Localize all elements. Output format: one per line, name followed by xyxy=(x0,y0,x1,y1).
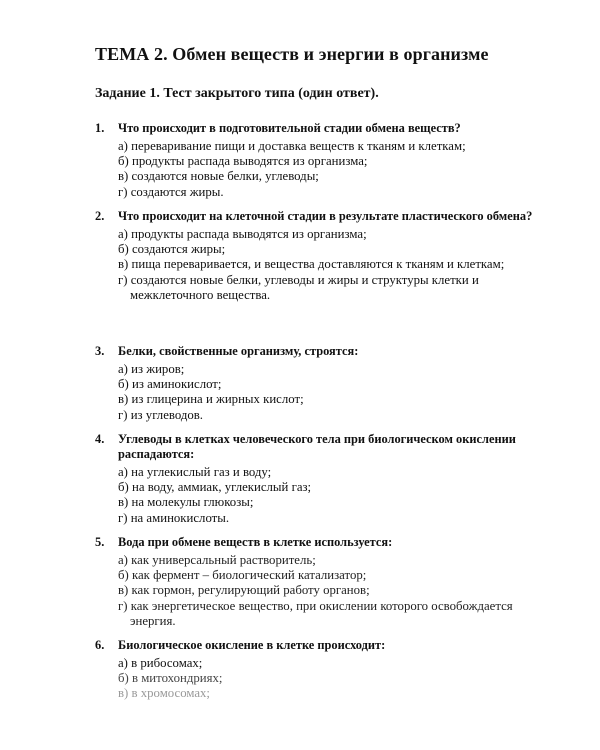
answer-options xyxy=(118,139,535,200)
task-heading: Задание 1. Тест закрытого типа (один ответ). xyxy=(95,86,379,101)
answer-options xyxy=(118,465,535,526)
question-number: 6. xyxy=(95,638,105,652)
answer-options xyxy=(118,362,535,423)
answer-option: в) пища переваривается, и вещества доставляются к тканям и клеткам; xyxy=(118,257,505,272)
answer-option: а) в рибосомах; xyxy=(118,656,203,670)
answer-option: а) на углекислый газ и воду; xyxy=(118,465,272,479)
question-header xyxy=(95,344,535,359)
question-number: 1. xyxy=(95,121,105,135)
question-number: 4. xyxy=(95,432,105,446)
question-header xyxy=(95,638,535,653)
answer-options xyxy=(118,227,535,303)
question-1 xyxy=(95,121,535,200)
answer-option: г) из углеводов. xyxy=(118,407,204,422)
answer-option: а) переваривание пищи и доставка веществ к тканям и клеткам; xyxy=(118,139,466,153)
question-text: Углеводы в клетках человеческого тела при биологическом окислении распадаются: xyxy=(118,432,516,461)
answer-option: г) как энергетическое вещество, при окислении которого освобождается энергия. xyxy=(118,598,513,628)
answer-options xyxy=(118,553,535,629)
answer-option: б) создаются жиры; xyxy=(118,242,226,257)
answer-option: б) из аминокислот; xyxy=(118,377,222,392)
question-number: 5. xyxy=(95,535,105,549)
question-3 xyxy=(95,344,535,423)
answer-option: б) в митохондриях; xyxy=(118,671,223,686)
answer-option: г) создаются новые белки, углеводы и жиры и структуры клетки и межклеточного вещества. xyxy=(118,272,479,302)
question-number: 3. xyxy=(95,344,105,358)
answer-option: г) на аминокислоты. xyxy=(118,510,230,525)
answer-option: а) как универсальный растворитель; xyxy=(118,553,316,567)
question-number: 2. xyxy=(95,209,105,223)
answer-option: г) создаются жиры. xyxy=(118,184,224,199)
answer-option: а) продукты распада выводятся из организма; xyxy=(118,227,367,241)
question-6 xyxy=(95,638,535,702)
answer-option: б) как фермент – биологический катализатор; xyxy=(118,568,367,583)
question-4 xyxy=(95,432,535,526)
page-title: ТЕМА 2. Обмен веществ и энергии в организме xyxy=(95,44,489,64)
answer-option: в) из глицерина и жирных кислот; xyxy=(118,392,304,407)
question-header xyxy=(95,535,535,550)
question-text: Вода при обмене веществ в клетке используется: xyxy=(118,535,393,549)
answer-option: в) как гормон, регулирующий работу органов; xyxy=(118,583,370,598)
question-text: Биологическое окисление в клетке происходит: xyxy=(118,638,386,652)
question-header xyxy=(95,121,535,136)
question-header xyxy=(95,432,535,462)
answer-option: в) создаются новые белки, углеводы; xyxy=(118,169,319,184)
answer-option: б) на воду, аммиак, углекислый газ; xyxy=(118,480,312,495)
question-text: Белки, свойственные организму, строятся: xyxy=(118,344,359,358)
question-header xyxy=(95,209,535,224)
answer-options xyxy=(118,656,535,702)
answer-option: в) в хромосомах; xyxy=(118,686,210,701)
answer-option: б) продукты распада выводятся из организма; xyxy=(118,154,368,169)
question-text: Что происходит в подготовительной стадии обмена веществ? xyxy=(118,121,461,135)
answer-option: в) на молекулы глюкозы; xyxy=(118,495,254,510)
answer-option: а) из жиров; xyxy=(118,362,185,376)
question-5 xyxy=(95,535,535,629)
question-text: Что происходит на клеточной стадии в результате пластического обмена? xyxy=(118,209,533,223)
question-2 xyxy=(95,209,535,303)
